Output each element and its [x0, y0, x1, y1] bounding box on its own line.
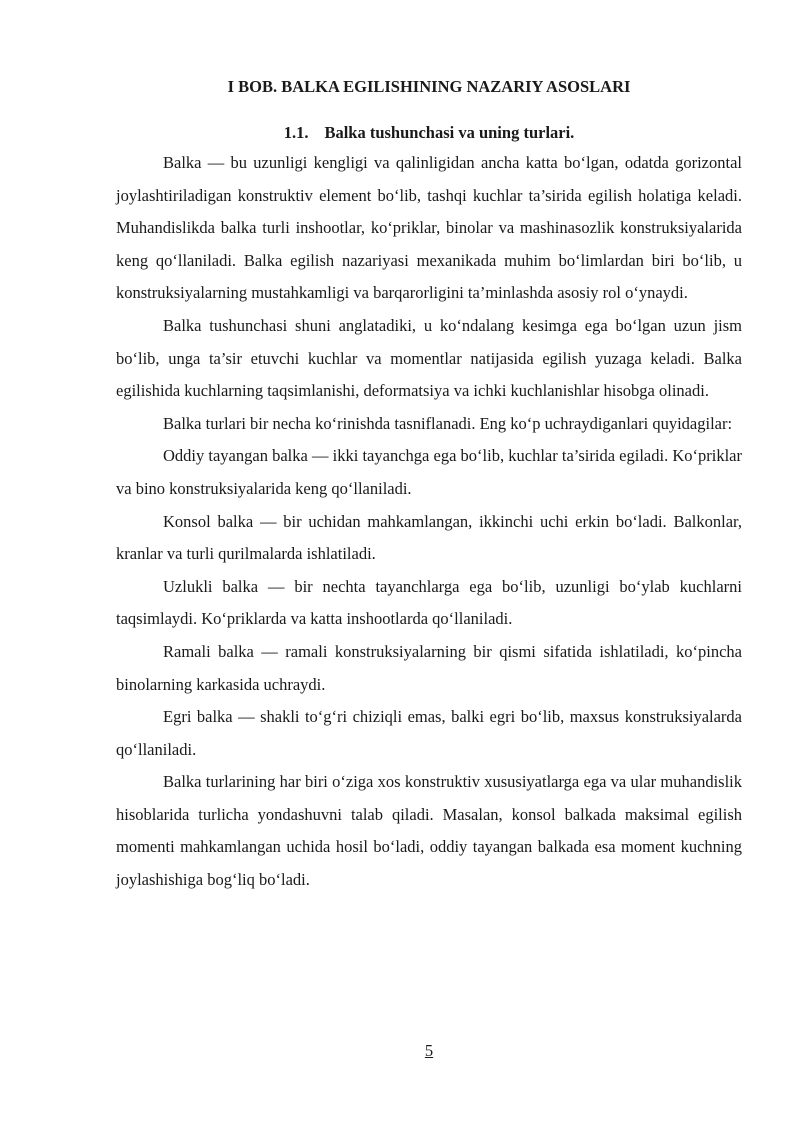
- paragraph: Uzlukli balka — bir nechta tayanchlarga ega bo‘lib, uzunligi bo‘ylab kuchlarni taqsimlaydi. Ko‘priklarda va katta inshootlarda qo‘llaniladi.: [116, 576, 742, 629]
- paragraph: Balka tushunchasi shuni anglatadiki, u ko‘ndalang kesimga ega bo‘lgan uzun jism bo‘lib, unga ta’sir etuvchi kuchlar va momentlar natijasida egilish yuzaga keladi. Balka egilishida kuchlarning taqsimlanishi, deformatsiya va ichki kuchlanishlar hisobga olinadi.: [116, 315, 742, 401]
- body-text: [116, 147, 742, 897]
- paragraph: Balka turlari bir necha ko‘rinishda tasniflanadi. Eng ko‘p uchraydiganlari quyidagilar:: [163, 413, 733, 433]
- paragraph: Konsol balka — bir uchidan mahkamlangan, ikkinchi uchi erkin bo‘ladi. Balkonlar, kranlar va turli qurilmalarda ishlatiladi.: [116, 511, 742, 564]
- paragraph: Balka — bu uzunligi kengligi va qalinligidan ancha katta bo‘lgan, odatda gorizontal joylashtiriladigan konstruktiv element bo‘lib, tashqi kuchlar ta’sirida egilish holatiga keladi. Muhandislikda balka turli inshootlar, ko‘priklar, binolar va mashinasozlik konstruksiyalarida keng qo‘llaniladi. Balka egilish nazariyasi mexanikada muhim bo‘limlardan biri bo‘lib, u konstruksiyalarning mustahkamligi va barqarorligini ta’minlashda asosiy rol o‘ynaydi.: [116, 153, 742, 303]
- paragraph: Balka turlarining har biri o‘ziga xos konstruktiv xususiyatlarga ega va ular muhandislik hisoblarida turlicha yondashuvni talab qiladi. Masalan, konsol balkada maksimal egilish momenti mahkamlangan uchida hosil bo‘ladi, oddiy tayangan balkada esa moment kuchning joylashishiga bog‘liq bo‘ladi.: [116, 772, 742, 890]
- paragraph: Egri balka — shakli to‘g‘ri chiziqli emas, balki egri bo‘lib, maxsus konstruksiyalarda qo‘llaniladi.: [116, 707, 742, 759]
- page-number: 5: [424, 1041, 434, 1060]
- paragraph: Oddiy tayangan balka — ikki tayanchga ega bo‘lib, kuchlar ta’sirida egiladi. Ko‘priklar va bino konstruksiyalarida keng qo‘llaniladi.: [116, 446, 742, 498]
- section-number: 1.1.: [283, 123, 309, 142]
- chapter-title: I BOB. BALKA EGILISHINING NAZARIY ASOSLARI: [227, 77, 631, 96]
- document-page: [116, 0, 742, 1131]
- section-title: Balka tushunchasi va uning turlari.: [324, 123, 575, 142]
- section-heading: [116, 123, 742, 143]
- paragraph: Ramali balka — ramali konstruksiyalarning bir qismi sifatida ishlatiladi, ko‘pincha binolarning karkasida uchraydi.: [116, 641, 742, 694]
